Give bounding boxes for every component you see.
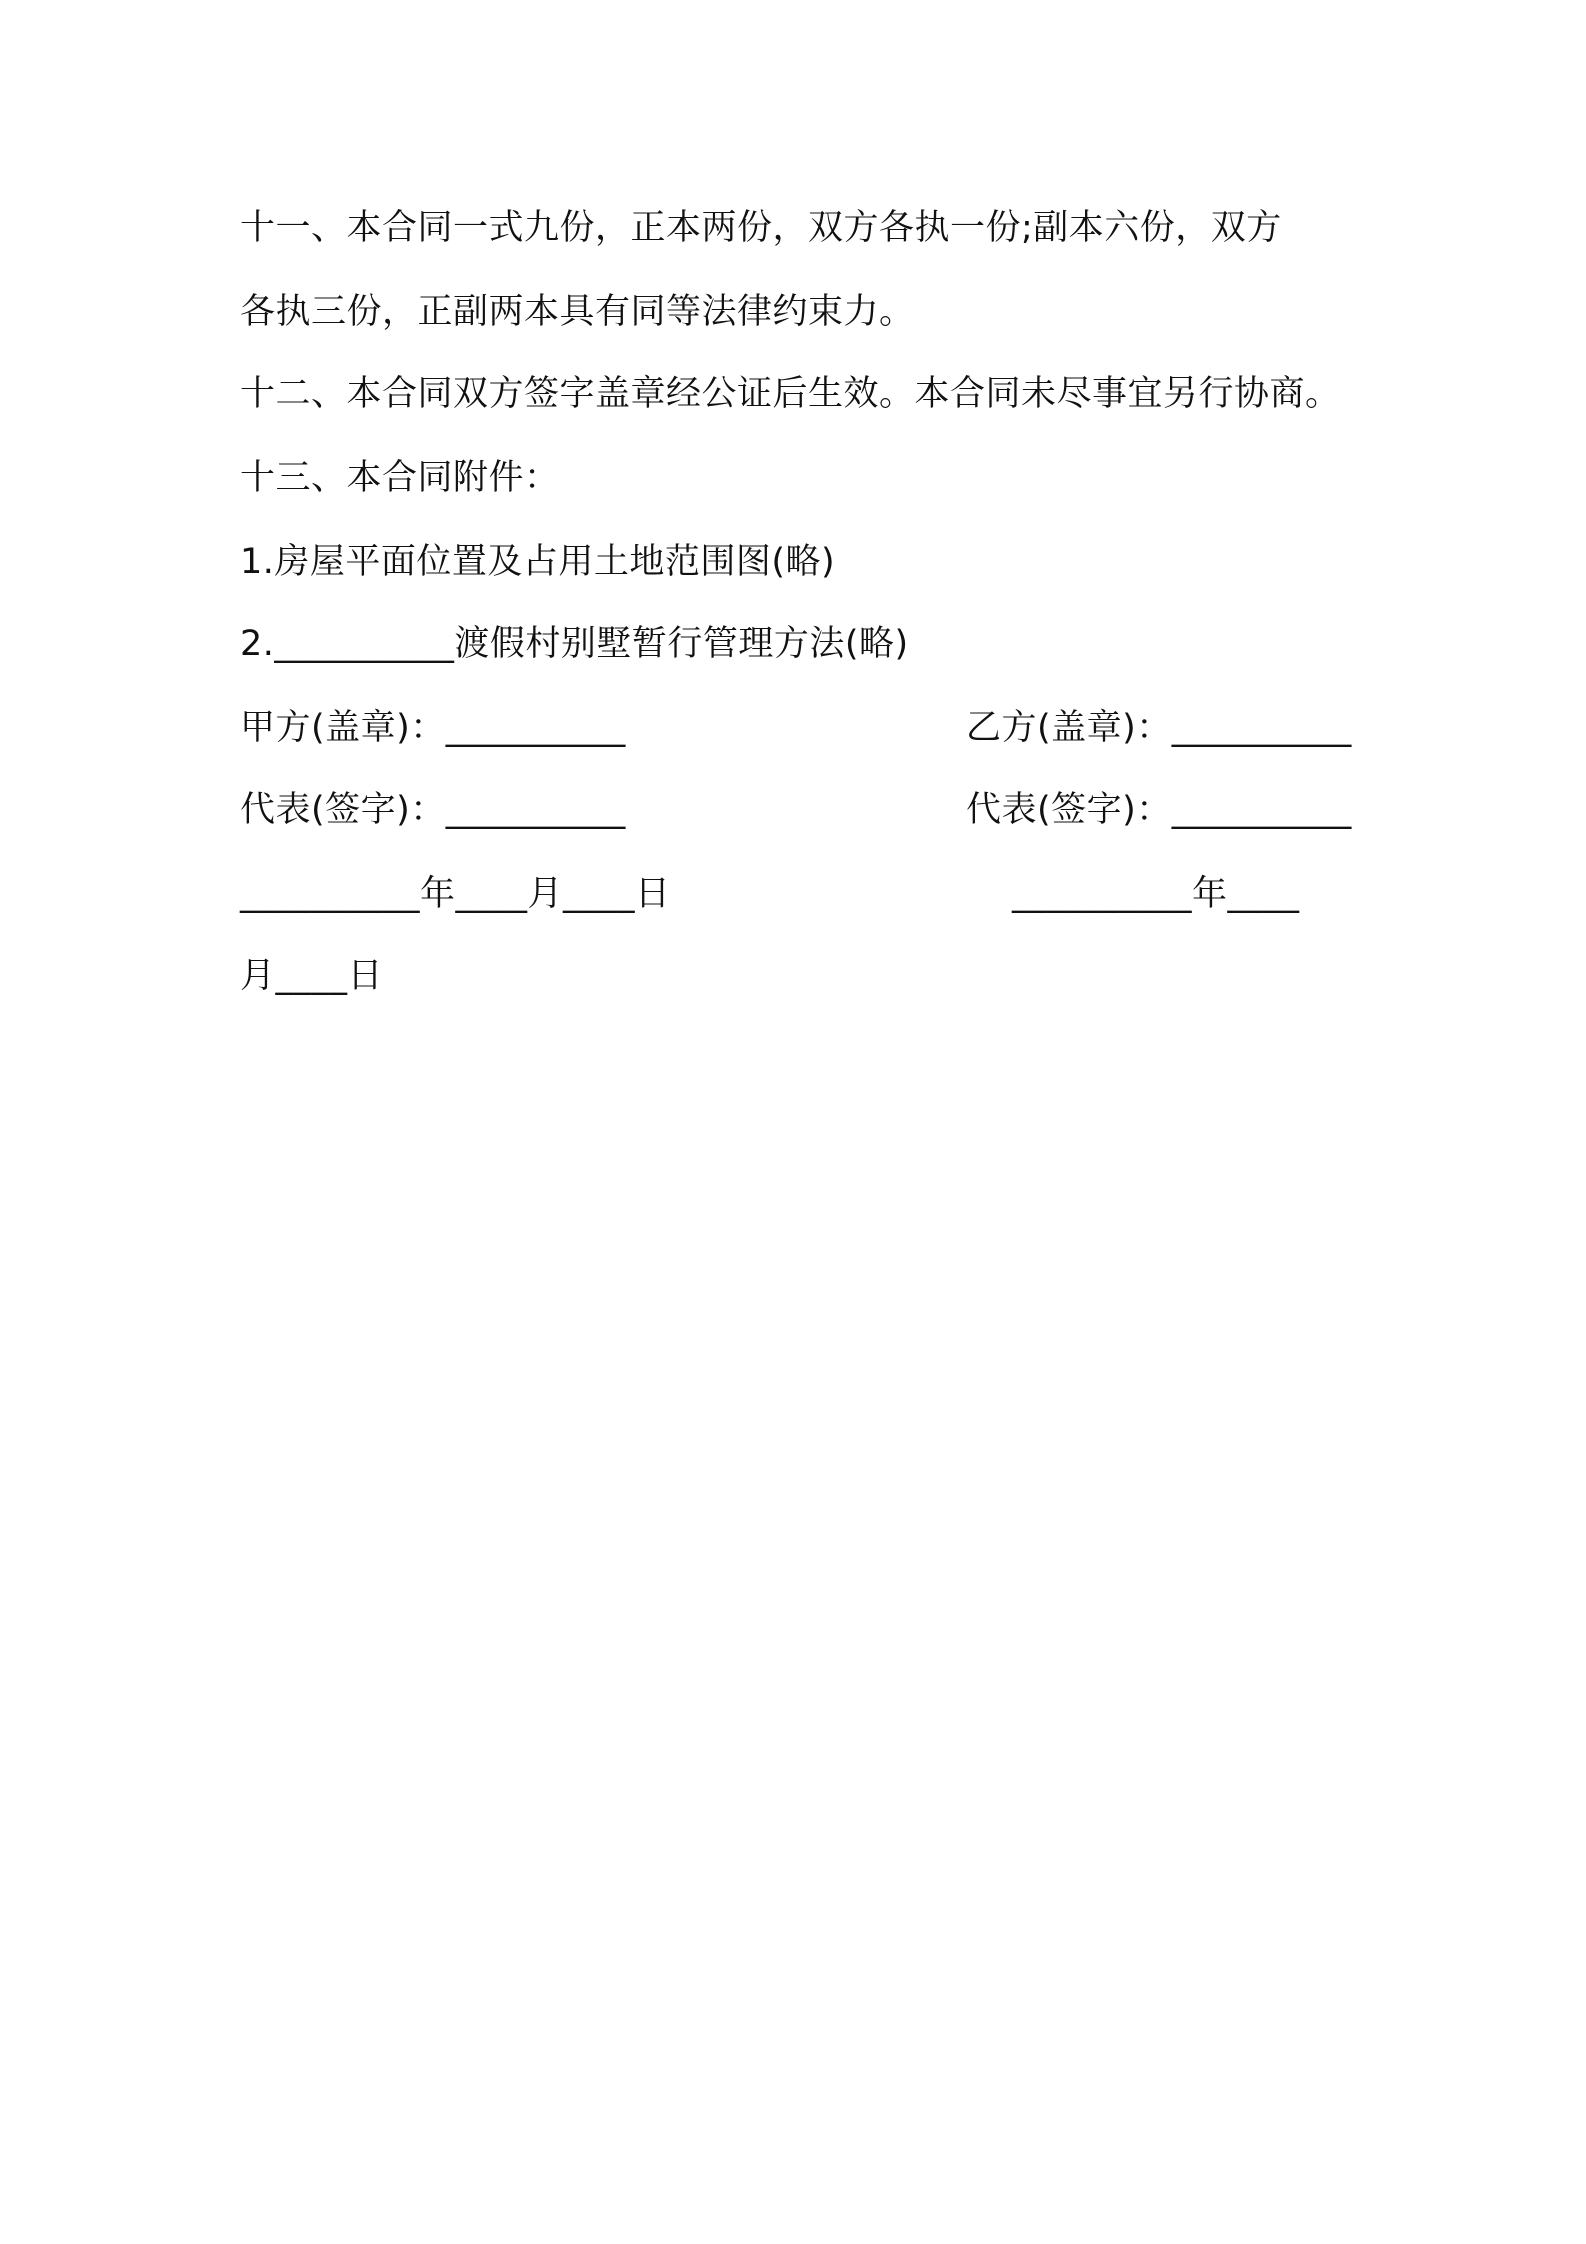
clause-11-line-2: 各执三份，正副两本具有同等法律约束力。: [240, 292, 915, 332]
party-b-seal-field: 乙方(盖章)：__________: [966, 708, 1352, 748]
attachment-1: 1.房屋平面位置及占用土地范围图(略): [240, 542, 836, 582]
party-a-date-field: __________年____月____日: [240, 874, 671, 914]
attachment-2: 2.__________渡假村别墅暂行管理方法(略): [240, 624, 909, 664]
party-a-representative-field: 代表(签字)：__________: [240, 790, 626, 830]
party-b-date-field: __________年____: [1012, 874, 1300, 914]
clause-12: 十二、本合同双方签字盖章经公证后生效。本合同未尽事宜另行协商。: [240, 374, 1341, 414]
clause-13: 十三、本合同附件：: [240, 458, 560, 498]
party-b-date-field-continued: 月____日: [240, 956, 384, 996]
party-a-seal-field: 甲方(盖章)：__________: [240, 708, 626, 748]
clause-11-line-1: 十一、本合同一式九份，正本两份，双方各执一份;副本六份，双方: [240, 208, 1282, 248]
party-b-representative-field: 代表(签字)：__________: [966, 790, 1352, 830]
